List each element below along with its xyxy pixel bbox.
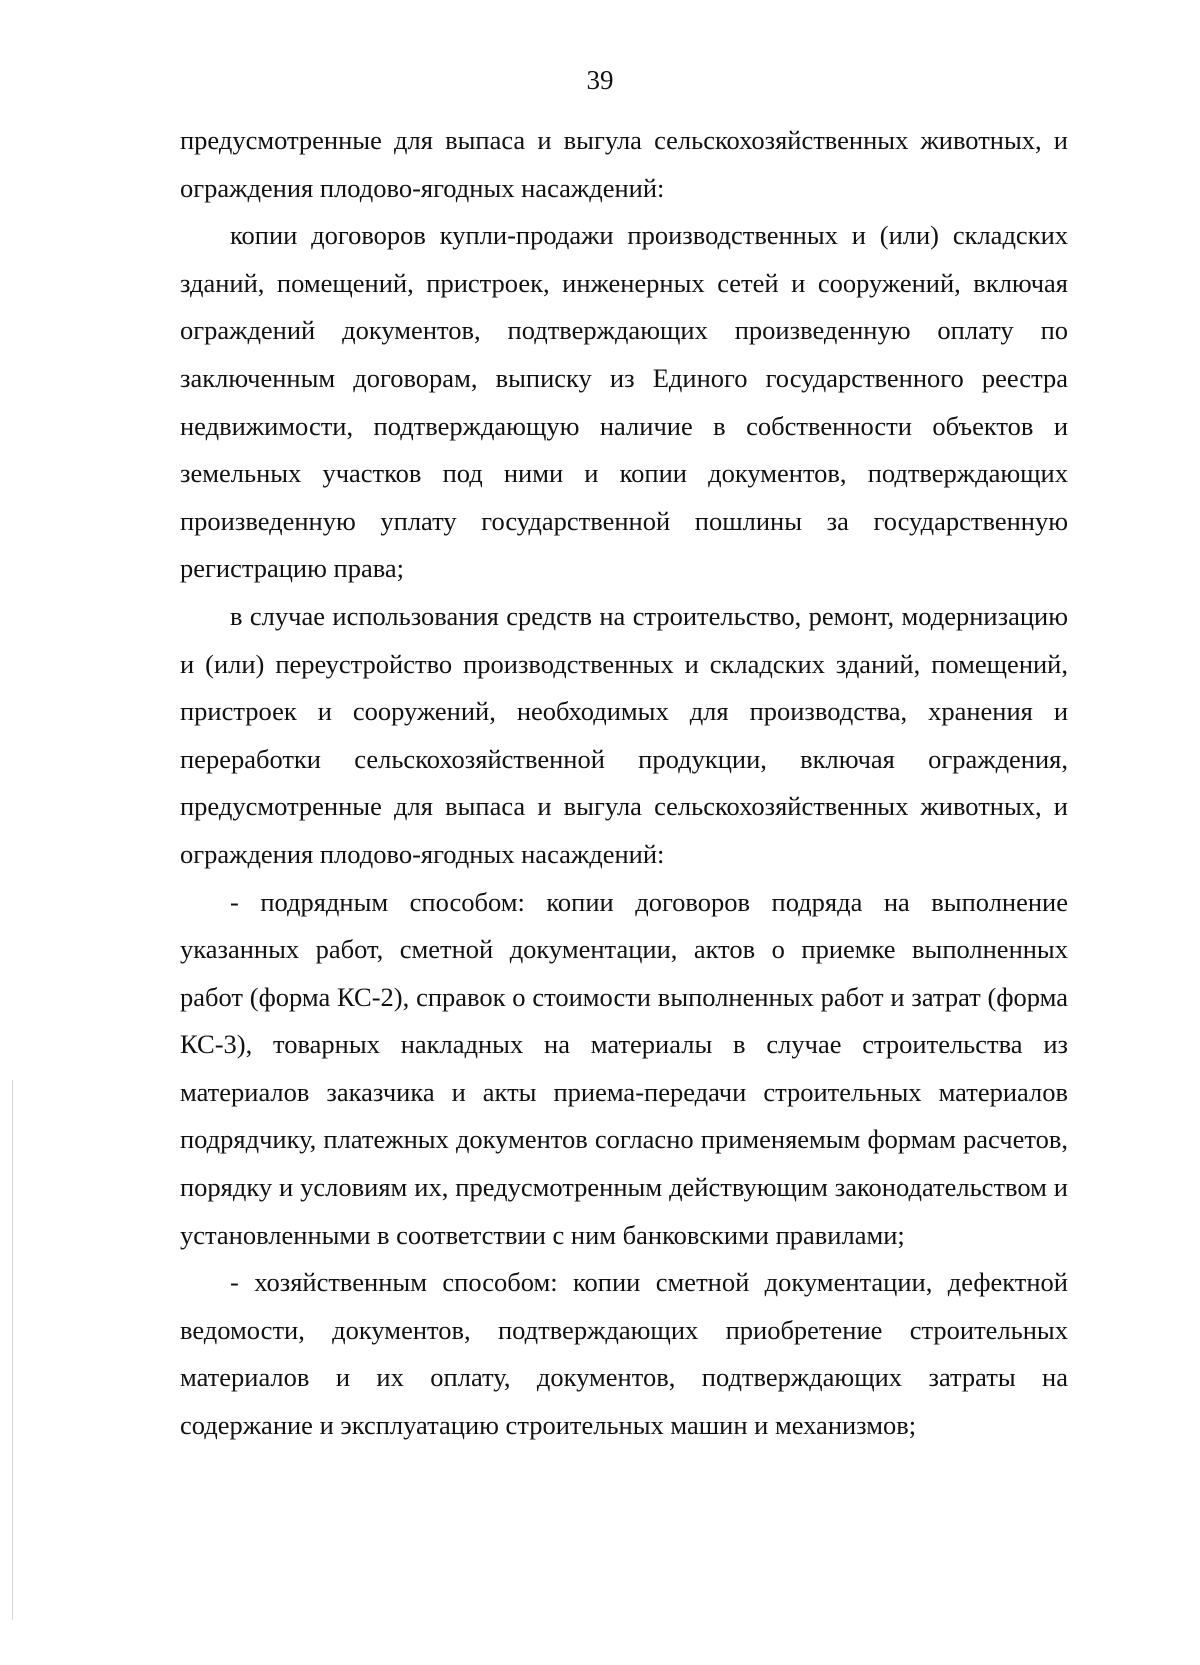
- scan-margin-line: [12, 1080, 13, 1620]
- paragraph-5: - хозяйственным способом: копии сметной документации, дефектной ведомости, документов, подтверждающих приобретение строительных материалов и их оплату, документов, подтверждающих затраты на содержание и эксплуатацию строительных машин и механизмов;: [180, 1267, 1068, 1441]
- document-body: [180, 117, 1068, 1450]
- paragraph-1: предусмотренные для выпаса и выгула сельскохозяйственных животных, и ограждения плодово-ягодных насаждений:: [180, 125, 1068, 203]
- paragraph-2: копии договоров купли-продажи производственных и (или) складских зданий, помещений, пристроек, инженерных сетей и сооружений, включая ограждений документов, подтверждающих произведенную оплату по заключенным договорам, выписку из Единого государственного реестра недвижимости, подтверждающую наличие в собственности объектов и земельных участков под ними и копии документов, подтверждающих произведенную уплату государственной пошлины за государственную регистрацию права;: [180, 220, 1068, 584]
- paragraph-4: - подрядным способом: копии договоров подряда на выполнение указанных работ, сметной документации, актов о приемке выполненных работ (форма КС-2), справок о стоимости выполненных работ и затрат (форма КС-3), товарных накладных на материалы в случае строительства из материалов заказчика и акты приема-передачи строительных материалов подрядчику, платежных документов согласно применяемым формам расчетов, порядку и условиям их, предусмотренным действующим законодательством и установленными в соответствии с ним банковскими правилами;: [180, 886, 1068, 1250]
- page-number: 39: [586, 65, 614, 95]
- paragraph-3: в случае использования средств на строительство, ремонт, модернизацию и (или) переустройство производственных и складских зданий, помещений, пристроек и сооружений, необходимых для производства, хранения и переработки сельскохозяйственной продукции, включая ограждения, предусмотренные для выпаса и выгула сельскохозяйственных животных, и ограждения плодово-ягодных насаждений:: [180, 600, 1068, 869]
